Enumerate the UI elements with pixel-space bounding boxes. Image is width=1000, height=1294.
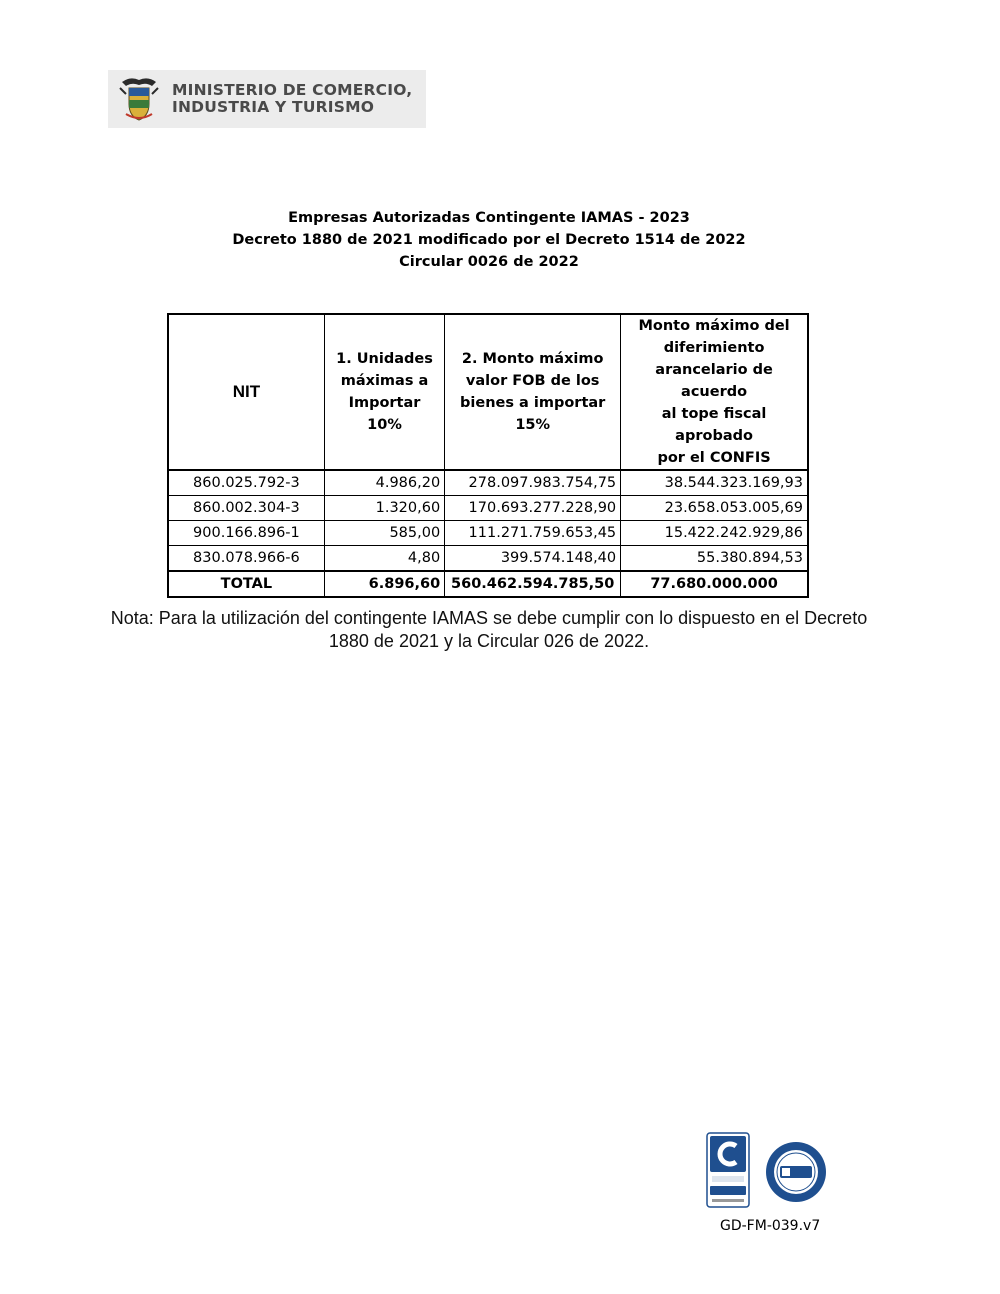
- cell-units: 1.320,60: [324, 496, 444, 521]
- table-total-row: [168, 571, 808, 597]
- header-fob: [445, 314, 621, 470]
- cell-deferral: 38.544.323.169,93: [621, 470, 808, 496]
- note-line2: 1880 de 2021 y la Circular 026 de 2022.: [328, 631, 650, 651]
- header-fob-line1: 2. Monto máximo: [461, 351, 604, 367]
- total-deferral: 77.680.000.000: [621, 571, 808, 597]
- cell-fob: 399.574.148,40: [445, 546, 621, 572]
- cell-deferral: 15.422.242.929,86: [621, 521, 808, 546]
- cell-nit: 860.025.792-3: [168, 470, 324, 496]
- cell-deferral: 23.658.053.005,69: [621, 496, 808, 521]
- table-row: [168, 496, 808, 521]
- cell-units: 585,00: [324, 521, 444, 546]
- header-units-line1: 1. Unidades: [336, 351, 433, 367]
- ministry-name-line1: MINISTERIO DE COMERCIO,: [172, 81, 413, 99]
- header-units-line2: máximas a: [340, 373, 429, 389]
- header-deferral-line4: al tope fiscal aprobado: [661, 406, 767, 444]
- header-deferral-line3: arancelario de acuerdo: [655, 362, 773, 400]
- cell-nit: 830.078.966-6: [168, 546, 324, 572]
- cell-nit: 900.166.896-1: [168, 521, 324, 546]
- title-line3: Circular 0026 de 2022: [399, 254, 579, 270]
- header-nit: NIT: [168, 314, 324, 470]
- header-deferral-line2: diferimiento: [663, 340, 765, 356]
- header-units-line3: Importar 10%: [348, 395, 421, 433]
- cell-fob: 278.097.983.754,75: [445, 470, 621, 496]
- icontec-iso9001-icon: [706, 1132, 750, 1208]
- cell-units: 4.986,20: [324, 470, 444, 496]
- total-units: 6.896,60: [324, 571, 444, 597]
- note-line1: Nota: Para la utilización del contingente IAMAS se debe cumplir con lo dispuesto en el Decreto: [110, 608, 868, 628]
- header-fob-line3: bienes a importar: [460, 395, 606, 411]
- title-line2: Decreto 1880 de 2021 modificado por el Decreto 1514 de 2022: [232, 232, 746, 248]
- coat-of-arms-icon: [116, 74, 162, 124]
- header-deferral-line1: Monto máximo del: [638, 318, 790, 334]
- cell-fob: 170.693.277.228,90: [445, 496, 621, 521]
- cell-units: 4,80: [324, 546, 444, 572]
- header-fob-line2: valor FOB de los: [465, 373, 600, 389]
- form-code: GD-FM-039.v7: [720, 1218, 821, 1234]
- note-text: [100, 607, 878, 653]
- cell-deferral: 55.380.894,53: [621, 546, 808, 572]
- header-deferral-line5: por el CONFIS: [657, 450, 771, 466]
- cell-nit: 860.002.304-3: [168, 496, 324, 521]
- iqnet-certified-icon: [764, 1140, 828, 1204]
- table-row: [168, 470, 808, 496]
- table-header-row: [168, 314, 808, 470]
- header-fob-line4: 15%: [515, 417, 551, 433]
- table-row: [168, 521, 808, 546]
- title-line1: Empresas Autorizadas Contingente IAMAS - 2023: [288, 210, 690, 226]
- total-label: TOTAL: [168, 571, 324, 597]
- header-units: [324, 314, 444, 470]
- header-deferral: [621, 314, 808, 470]
- ministry-name-line2: INDUSTRIA Y TURISMO: [172, 98, 375, 116]
- ministry-logo: [108, 70, 426, 128]
- companies-table: [167, 313, 809, 598]
- cell-fob: 111.271.759.653,45: [445, 521, 621, 546]
- table-row: [168, 546, 808, 572]
- document-title: [0, 207, 978, 273]
- total-fob: 560.462.594.785,50: [445, 571, 621, 597]
